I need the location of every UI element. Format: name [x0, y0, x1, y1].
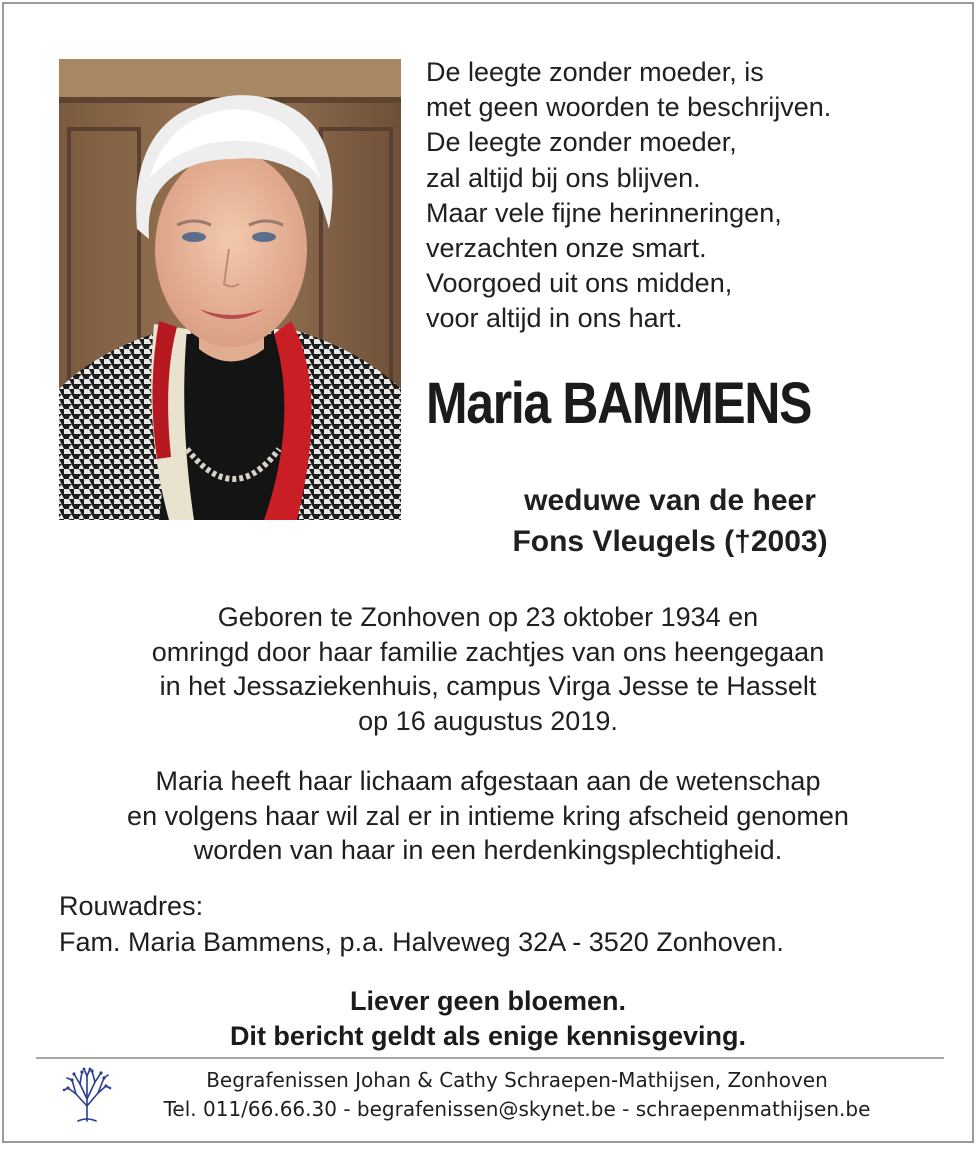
paragraph-line: omringd door haar familie zachtjes van ons heengegaan — [151, 636, 825, 667]
paragraph-line: Maria heeft haar lichaam afgestaan aan de wetenschap — [155, 766, 821, 796]
portrait-photo — [59, 59, 401, 520]
footer-divider — [36, 1057, 944, 1059]
poem-line: met geen woorden te beschrijven. — [426, 92, 832, 123]
sole-notification-notice: Dit bericht geldt als enige kennisgeving. — [229, 1021, 747, 1051]
deceased-name: Maria BAMMENS — [426, 371, 812, 436]
poem-line: verzachten onze smart. — [426, 233, 707, 264]
notice — [0, 984, 976, 1054]
spouse-name: Fons Vleugels (†2003) — [512, 525, 828, 558]
no-flowers-notice: Liever geen bloemen. — [349, 986, 627, 1016]
mourning-address — [59, 888, 784, 960]
poem-line: voor altijd in ons hart. — [426, 303, 683, 334]
funeral-home-footer — [122, 1066, 912, 1124]
address-value: Fam. Maria Bammens, p.a. Halveweg 32A - 3520 Zonhoven. — [59, 927, 784, 957]
address-label: Rouwadres: — [59, 891, 204, 921]
paragraph-line: worden van haar in een herdenkingsplechtigheid. — [193, 835, 783, 866]
poem-line: Maar vele fijne herinneringen, — [426, 197, 782, 228]
widow-line: weduwe van de heer — [524, 484, 816, 517]
funeral-home-contact: Tel. 011/66.66.30 - begrafenissen@skynet.be - schraepenmathijsen.be — [163, 1097, 871, 1121]
funeral-home-name: Begrafenissen Johan & Cathy Schraepen-Mathijsen, Zonhoven — [206, 1068, 828, 1092]
tree-icon — [62, 1066, 112, 1122]
paragraph-line: in het Jessaziekenhuis, campus Virga Jesse te Hasselt — [159, 671, 817, 702]
poem-line: Voorgoed uit ons midden, — [426, 268, 733, 299]
ceremony-paragraph — [0, 764, 976, 868]
birth-death-paragraph — [0, 600, 976, 738]
paragraph-line: op 16 augustus 2019. — [358, 705, 618, 736]
poem-line: De leegte zonder moeder, is — [426, 57, 764, 87]
paragraph-line: Geboren te Zonhoven op 23 oktober 1934 en — [217, 602, 759, 632]
widow-of — [410, 480, 930, 562]
poem — [426, 55, 966, 337]
poem-line: De leegte zonder moeder, — [426, 127, 737, 158]
poem-line: zal altijd bij ons blijven. — [426, 162, 701, 193]
paragraph-line: en volgens haar wil zal er in intieme kring afscheid genomen — [127, 800, 849, 831]
